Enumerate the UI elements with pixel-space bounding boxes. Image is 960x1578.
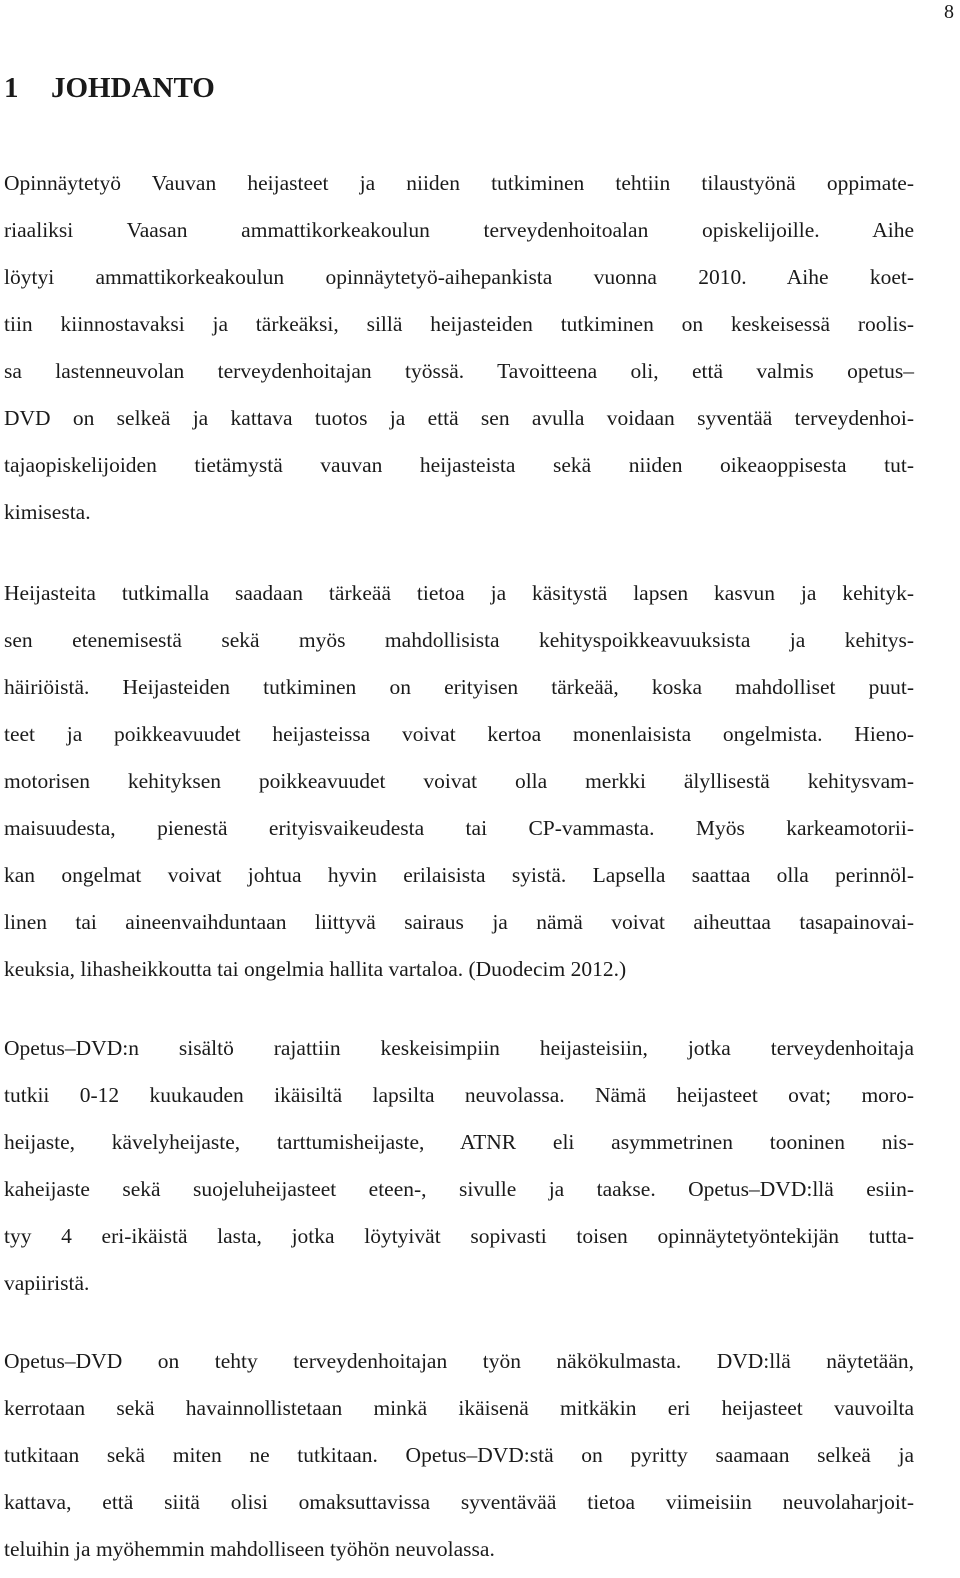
- text-line: kan ongelmat voivat johtua hyvin erilaisista syistä. Lapsella saattaa olla perinnöl-: [4, 863, 914, 887]
- text-line: kaheijaste sekä suojeluheijasteet eteen-, sivulle ja taakse. Opetus–DVD:llä esiin-: [4, 1177, 914, 1201]
- paragraph-3: [4, 1025, 914, 1307]
- text-line: keuksia, lihasheikkoutta tai ongelmia hallita vartaloa. (Duodecim 2012.): [4, 957, 627, 981]
- text-line: sa lastenneuvolan terveydenhoitajan työssä. Tavoitteena oli, että valmis opetus–: [4, 359, 914, 383]
- chapter-title: JOHDANTO: [51, 72, 215, 104]
- chapter-number: 1: [4, 72, 19, 104]
- text-line: linen tai aineenvaihduntaan liittyvä sairaus ja nämä voivat aiheuttaa tasapainovai-: [4, 910, 914, 934]
- text-line: kattava, että siitä olisi omaksuttavissa syventävää tietoa viimeisiin neuvolaharjoit-: [4, 1490, 914, 1514]
- text-line: sen etenemisestä sekä myös mahdollisista kehityspoikkeavuuksista ja kehitys-: [4, 628, 914, 652]
- chapter-heading: [4, 70, 215, 106]
- text-line: maisuudesta, pienestä erityisvaikeudesta tai CP-vammasta. Myös karkeamotorii-: [4, 816, 914, 840]
- text-line: motorisen kehityksen poikkeavuudet voivat olla merkki älyllisestä kehitysvam-: [4, 769, 914, 793]
- text-line: Opetus–DVD on tehty terveydenhoitajan työn näkökulmasta. DVD:llä näytetään,: [4, 1349, 914, 1373]
- text-line: DVD on selkeä ja kattava tuotos ja että sen avulla voidaan syventää terveydenhoi-: [4, 406, 914, 430]
- text-line: kimisesta.: [4, 500, 91, 524]
- paragraph-4: [4, 1338, 914, 1573]
- text-line: Heijasteita tutkimalla saadaan tärkeää tietoa ja käsitystä lapsen kasvun ja kehityk-: [4, 581, 914, 605]
- paragraph-1: [4, 160, 914, 536]
- text-line: heijaste, kävelyheijaste, tarttumisheijaste, ATNR eli asymmetrinen tooninen nis-: [4, 1130, 914, 1154]
- text-line: kerrotaan sekä havainnollistetaan minkä ikäisenä mitkäkin eri heijasteet vauvoilta: [4, 1396, 914, 1420]
- text-line: tyy 4 eri-ikäistä lasta, jotka löytyivät sopivasti toisen opinnäytetyöntekijän tutta-: [4, 1224, 914, 1248]
- text-line: tajaopiskelijoiden tietämystä vauvan heijasteista sekä niiden oikeaoppisesta tut-: [4, 453, 914, 477]
- text-line: tutkii 0-12 kuukauden ikäisiltä lapsilta neuvolassa. Nämä heijasteet ovat; moro-: [4, 1083, 914, 1107]
- text-line: riaaliksi Vaasan ammattikorkeakoulun terveydenhoitoalan opiskelijoille. Aihe: [4, 218, 914, 242]
- text-line: Opetus–DVD:n sisältö rajattiin keskeisimpiin heijasteisiin, jotka terveydenhoitaja: [4, 1036, 914, 1060]
- text-line: Opinnäytetyö Vauvan heijasteet ja niiden tutkiminen tehtiin tilaustyönä oppimate-: [4, 171, 914, 195]
- text-line: teet ja poikkeavuudet heijasteissa voivat kertoa monenlaisista ongelmista. Hieno-: [4, 722, 914, 746]
- text-line: tutkitaan sekä miten ne tutkitaan. Opetus–DVD:stä on pyritty saamaan selkeä ja: [4, 1443, 914, 1467]
- page-number: 8: [944, 1, 954, 23]
- text-line: vapiiristä.: [4, 1271, 90, 1295]
- paragraph-2: [4, 570, 914, 993]
- text-line: teluihin ja myöhemmin mahdolliseen työhön neuvolassa.: [4, 1537, 495, 1561]
- text-line: tiin kiinnostavaksi ja tärkeäksi, sillä heijasteiden tutkiminen on keskeisessä roolis-: [4, 312, 914, 336]
- text-line: häiriöistä. Heijasteiden tutkiminen on erityisen tärkeää, koska mahdolliset puut-: [4, 675, 914, 699]
- text-line: löytyi ammattikorkeakoulun opinnäytetyö-aihepankista vuonna 2010. Aihe koet-: [4, 265, 914, 289]
